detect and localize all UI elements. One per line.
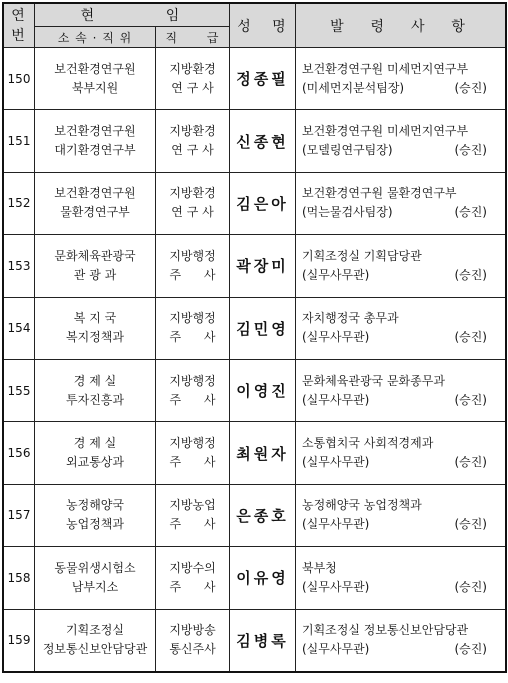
row-department-line1: 보건환경연구원 [54,124,136,139]
row-order-position: (미세먼지분석팀장) [302,80,405,95]
row-order-position: (실무사무관) [302,579,370,594]
row-num: 159 [4,609,35,671]
table-row [4,110,506,172]
row-order-position: (실무사무관) [302,392,370,407]
row-order-line1: 보건환경연구원 미세먼지연구부 [302,124,469,139]
header-current: 현 임 [35,4,230,27]
row-order-promotion: (승진) [454,205,487,220]
row-grade-line1: 지방행정 [169,436,216,451]
row-grade-line2: 통신주사 [169,642,216,657]
row-grade-line1: 지방행정 [169,311,216,326]
table-row [4,359,506,421]
row-order-promotion: (승진) [454,642,487,657]
row-order [296,547,506,609]
row-grade-line2: 연 구 사 [171,143,214,158]
row-department-line2: 외교통상과 [66,455,124,470]
row-order-promotion: (승진) [454,267,487,282]
row-order [296,422,506,484]
row-order-line1: 소통협치국 사회적경제과 [302,436,434,451]
row-name: 김은아 [230,172,296,234]
row-department [35,297,156,359]
personnel-table [3,3,506,672]
row-name: 곽장미 [230,235,296,297]
row-order-position: (실무사무관) [302,455,370,470]
row-order-line2 [302,640,505,659]
row-order-line1: 기획조정실 기획담당관 [302,248,422,263]
row-order-line2 [302,141,505,160]
row-name: 김민영 [230,297,296,359]
row-order-line2 [302,266,505,285]
row-order-position: (실무사무관) [302,517,370,532]
row-grade [156,172,230,234]
row-grade-line2: 주 사 [169,579,216,594]
row-order-promotion: (승진) [454,80,487,95]
row-order [296,235,506,297]
row-grade [156,297,230,359]
row-department-line1: 보건환경연구원 [54,61,136,76]
row-order-line2 [302,328,505,347]
row-order-promotion: (승진) [454,330,487,345]
row-order-promotion: (승진) [454,517,487,532]
row-department [35,422,156,484]
row-department [35,110,156,172]
row-order-position: (먹는물검사팀장) [302,205,393,220]
row-order-position: (실무사무관) [302,267,370,282]
row-num: 151 [4,110,35,172]
row-name: 정종필 [230,48,296,110]
row-num: 156 [4,422,35,484]
row-order-position: (실무사무관) [302,642,370,657]
row-order-line2 [302,578,505,597]
row-department-line2: 농업정책과 [66,517,124,532]
row-order-line1: 기획조정실 정보통신보안담당관 [302,623,469,638]
row-department-line2: 물환경연구부 [60,205,130,220]
row-department [35,172,156,234]
row-grade-line1: 지방방송 [169,623,216,638]
header-order: 발 령 사 항 [296,4,506,48]
row-department-line2: 관 광 과 [73,267,117,282]
row-department-line1: 경 제 실 [73,436,117,451]
row-order-line2 [302,203,505,222]
row-department-line1: 경 제 실 [73,373,117,388]
row-num: 157 [4,484,35,546]
row-num: 158 [4,547,35,609]
header-grade: 직 급 [156,27,230,48]
header-dept-position: 소 속 · 직 위 [35,27,156,48]
row-order-line1: 보건환경연구원 미세먼지연구부 [302,61,469,76]
row-order-line1: 농정해양국 농업정책과 [302,498,422,513]
row-order-line1: 문화체육관광국 문화종무과 [302,373,445,388]
row-order-line2 [302,79,505,98]
table-row [4,235,506,297]
row-grade-line2: 연 구 사 [171,80,214,95]
row-department [35,48,156,110]
row-order [296,48,506,110]
row-num: 155 [4,359,35,421]
row-grade-line1: 지방행정 [169,373,216,388]
row-grade [156,422,230,484]
row-num: 152 [4,172,35,234]
table-row [4,297,506,359]
row-num: 150 [4,48,35,110]
row-order [296,359,506,421]
row-grade [156,48,230,110]
row-department-line1: 보건환경연구원 [54,186,136,201]
row-order [296,172,506,234]
row-grade [156,359,230,421]
row-order [296,110,506,172]
row-grade-line2: 연 구 사 [171,205,214,220]
row-name: 은종호 [230,484,296,546]
row-grade [156,235,230,297]
table-row [4,48,506,110]
row-department [35,547,156,609]
row-department-line2: 정보통신보안담당관 [42,642,148,657]
table-row [4,422,506,484]
row-department [35,359,156,421]
row-grade-line1: 지방행정 [169,248,216,263]
row-department [35,484,156,546]
row-grade-line2: 주 사 [169,267,216,282]
row-name: 김병록 [230,609,296,671]
header-num-bottom: 번 [11,27,27,44]
row-grade [156,609,230,671]
row-order-line2 [302,391,505,410]
row-order-position: (모델링연구팀장) [302,143,393,158]
row-grade-line1: 지방수의 [169,560,216,575]
table-row [4,172,506,234]
row-order [296,609,506,671]
table-row [4,484,506,546]
row-name: 이유영 [230,547,296,609]
row-department-line2: 대기환경연구부 [54,143,136,158]
row-grade [156,110,230,172]
row-department-line2: 복지정책과 [66,330,124,345]
row-order-line2 [302,515,505,534]
table-row [4,547,506,609]
row-department [35,235,156,297]
row-num: 153 [4,235,35,297]
row-grade-line2: 주 사 [169,455,216,470]
row-department-line2: 북부지원 [71,80,119,95]
row-department [35,609,156,671]
row-grade-line2: 주 사 [169,517,216,532]
row-order-promotion: (승진) [454,455,487,470]
header-num [4,4,35,48]
row-department-line1: 동물위생시험소 [54,560,136,575]
row-order-promotion: (승진) [454,143,487,158]
row-order [296,297,506,359]
row-department-line1: 농정해양국 [66,498,124,513]
header-num-top: 연 [11,7,27,24]
row-department-line1: 기획조정실 [66,623,124,638]
row-order-promotion: (승진) [454,579,487,594]
row-order-position: (실무사무관) [302,330,370,345]
row-grade-line1: 지방농업 [169,498,216,513]
row-order-line2 [302,453,505,472]
row-order-promotion: (승진) [454,392,487,407]
row-order-line1: 자치행정국 총무과 [302,311,399,326]
row-department-line2: 투자진흥과 [66,392,124,407]
row-department-line1: 문화체육관광국 [54,248,136,263]
header-name: 성 명 [230,4,296,48]
row-department-line2: 남부지소 [71,579,119,594]
row-grade-line2: 주 사 [169,330,216,345]
row-grade-line1: 지방환경 [169,124,216,139]
row-grade [156,547,230,609]
row-grade [156,484,230,546]
row-num: 154 [4,297,35,359]
row-order-line1: 보건환경연구원 물환경연구부 [302,186,457,201]
row-name: 최원자 [230,422,296,484]
row-name: 이영진 [230,359,296,421]
row-order-line1: 북부청 [302,560,337,575]
row-grade-line1: 지방환경 [169,61,216,76]
row-grade-line2: 주 사 [169,392,216,407]
row-order [296,484,506,546]
row-grade-line1: 지방환경 [169,186,216,201]
row-department-line1: 복 지 국 [73,311,117,326]
table-row [4,609,506,671]
row-name: 신종현 [230,110,296,172]
